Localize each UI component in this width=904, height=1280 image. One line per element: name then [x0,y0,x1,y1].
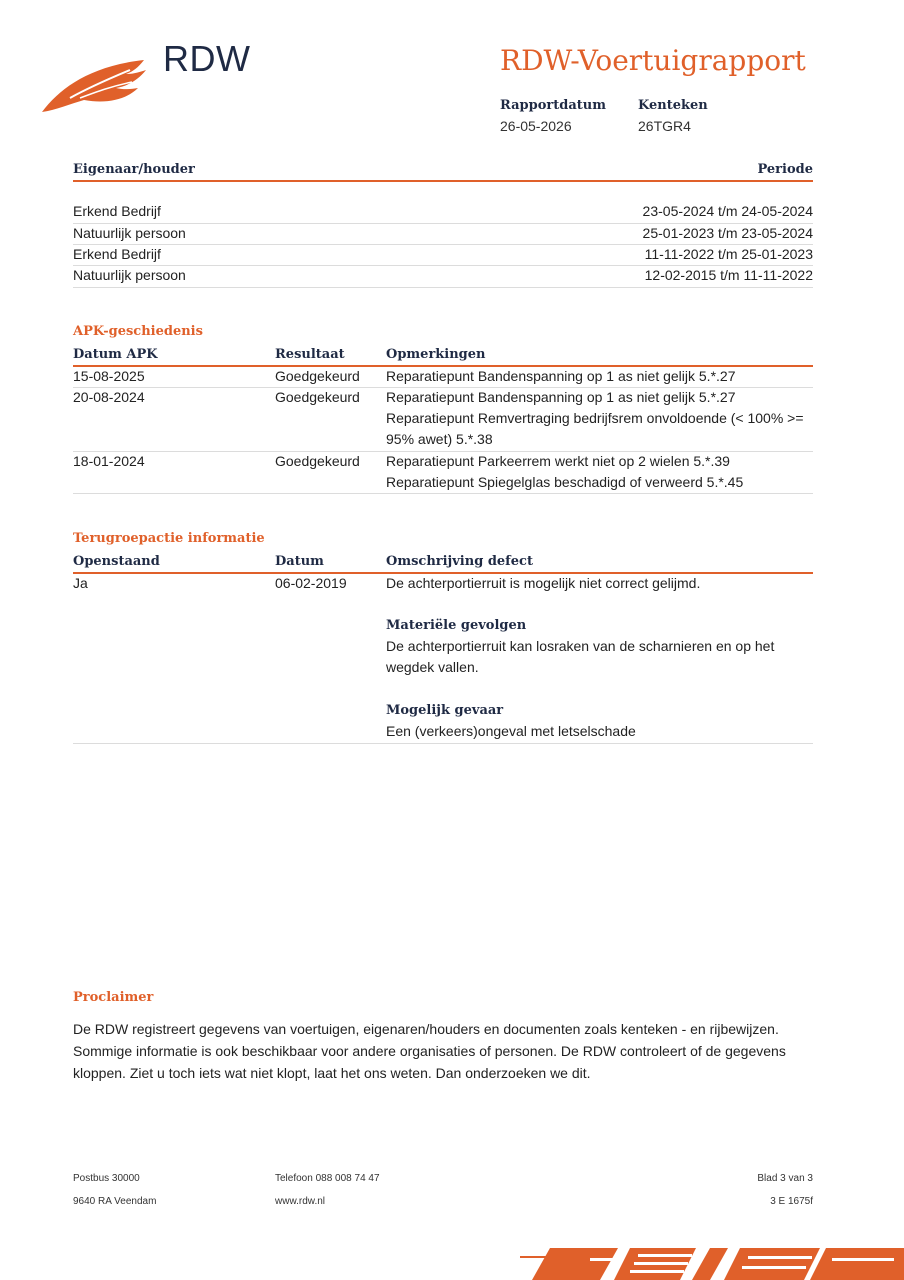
apk-remark-cell: Reparatiepunt Parkeerrem werkt niet op 2 wielen 5.*.39 [386,453,730,469]
recall-header [73,552,813,574]
table-row [73,245,813,266]
owner-cell: Natuurlijk persoon [73,225,186,241]
proclaimer-title: Proclaimer [73,990,154,1005]
apk-col-date: Datum APK [73,347,158,362]
owners-header [73,160,813,182]
footer-phone: Telefoon 088 008 74 47 [275,1173,380,1184]
apk-col-remarks: Opmerkingen [386,347,486,362]
proclaimer-text [73,1018,813,1084]
apk-date-cell: 15-08-2025 [73,368,145,384]
apk-result-cell: Goedgekeurd [275,453,360,469]
period-cell: 23-05-2024 t/m 24-05-2024 [642,203,813,219]
recall-col-desc: Omschrijving defect [386,554,533,569]
apk-remark-cell: Reparatiepunt Spiegelglas beschadigd of verweerd 5.*.45 [386,474,744,490]
stripes-decoration-icon [520,1244,904,1280]
report-date-label: Rapportdatum [500,98,606,113]
report-title: RDW-Voertuigrapport [500,44,806,77]
recall-section-title: Terugroepactie informatie [73,531,265,546]
owners-col-period: Periode [757,162,813,177]
apk-date-cell: 18-01-2024 [73,453,145,469]
table-row [73,388,813,452]
footer-address-1: Postbus 30000 [73,1173,140,1184]
owner-cell: Erkend Bedrijf [73,246,161,262]
apk-remark-cell: Reparatiepunt Remvertraging bedrijfsrem onvoldoende (< 100% >= [386,410,804,426]
footer-address-2: 9640 RA Veendam [73,1196,157,1207]
owner-cell: Erkend Bedrijf [73,203,161,219]
consequences-label: Materiële gevolgen [386,618,527,633]
apk-result-cell: Goedgekeurd [275,389,360,405]
plate-label: Kenteken [638,98,708,113]
apk-remark-cell: Reparatiepunt Bandenspanning op 1 as niet gelijk 5.*.27 [386,389,736,405]
recall-date-cell: 06-02-2019 [275,575,347,591]
table-row [73,452,813,494]
plate-value: 26TGR4 [638,118,691,134]
danger-label: Mogelijk gevaar [386,703,504,718]
consequences-text: wegdek vallen. [386,659,479,675]
apk-result-cell: Goedgekeurd [275,368,360,384]
apk-remark-cell: Reparatiepunt Bandenspanning op 1 as niet gelijk 5.*.27 [386,368,736,384]
table-row [73,266,813,288]
rdw-logo-icon [40,58,150,114]
recall-col-date: Datum [275,554,324,569]
recall-col-open: Openstaand [73,554,160,569]
apk-col-result: Resultaat [275,347,345,362]
proclaimer-line: kloppen. Ziet u toch iets wat niet klopt, laat het ons weten. Dan onderzoeken we dit. [73,1065,591,1081]
period-cell: 12-02-2015 t/m 11-11-2022 [644,267,813,283]
apk-date-cell: 20-08-2024 [73,389,145,405]
report-date-value: 26-05-2026 [500,118,572,134]
recall-desc-cell: De achterportierruit is mogelijk niet correct gelijmd. [386,575,701,591]
owner-cell: Natuurlijk persoon [73,267,186,283]
table-row [73,573,813,744]
footer-code: 3 E 1675f [770,1196,813,1207]
table-row [73,201,813,224]
logo-text: RDW [163,38,251,79]
apk-remark-cell: 95% awet) 5.*.38 [386,431,493,447]
footer-website[interactable]: www.rdw.nl [275,1196,326,1207]
apk-section-title: APK-geschiedenis [73,324,203,339]
proclaimer-line: Sommige informatie is ook beschikbaar voor andere organisaties of personen. De RDW controleert of de gegevens [73,1043,786,1059]
proclaimer-line: De RDW registreert gegevens van voertuigen, eigenaren/houders en documenten zoals kenteken - en rijbewijzen. [73,1021,779,1037]
period-cell: 11-11-2022 t/m 25-01-2023 [644,246,813,262]
owners-col-owner: Eigenaar/houder [73,162,195,177]
consequences-text: De achterportierruit kan losraken van de scharnieren en op het [386,638,775,654]
table-row [73,366,813,388]
table-row [73,224,813,245]
period-cell: 25-01-2023 t/m 23-05-2024 [642,225,813,241]
apk-header [73,345,813,367]
danger-text: Een (verkeers)ongeval met letselschade [386,723,636,739]
recall-open-cell: Ja [73,575,88,591]
footer-page-number: Blad 3 van 3 [757,1173,813,1184]
